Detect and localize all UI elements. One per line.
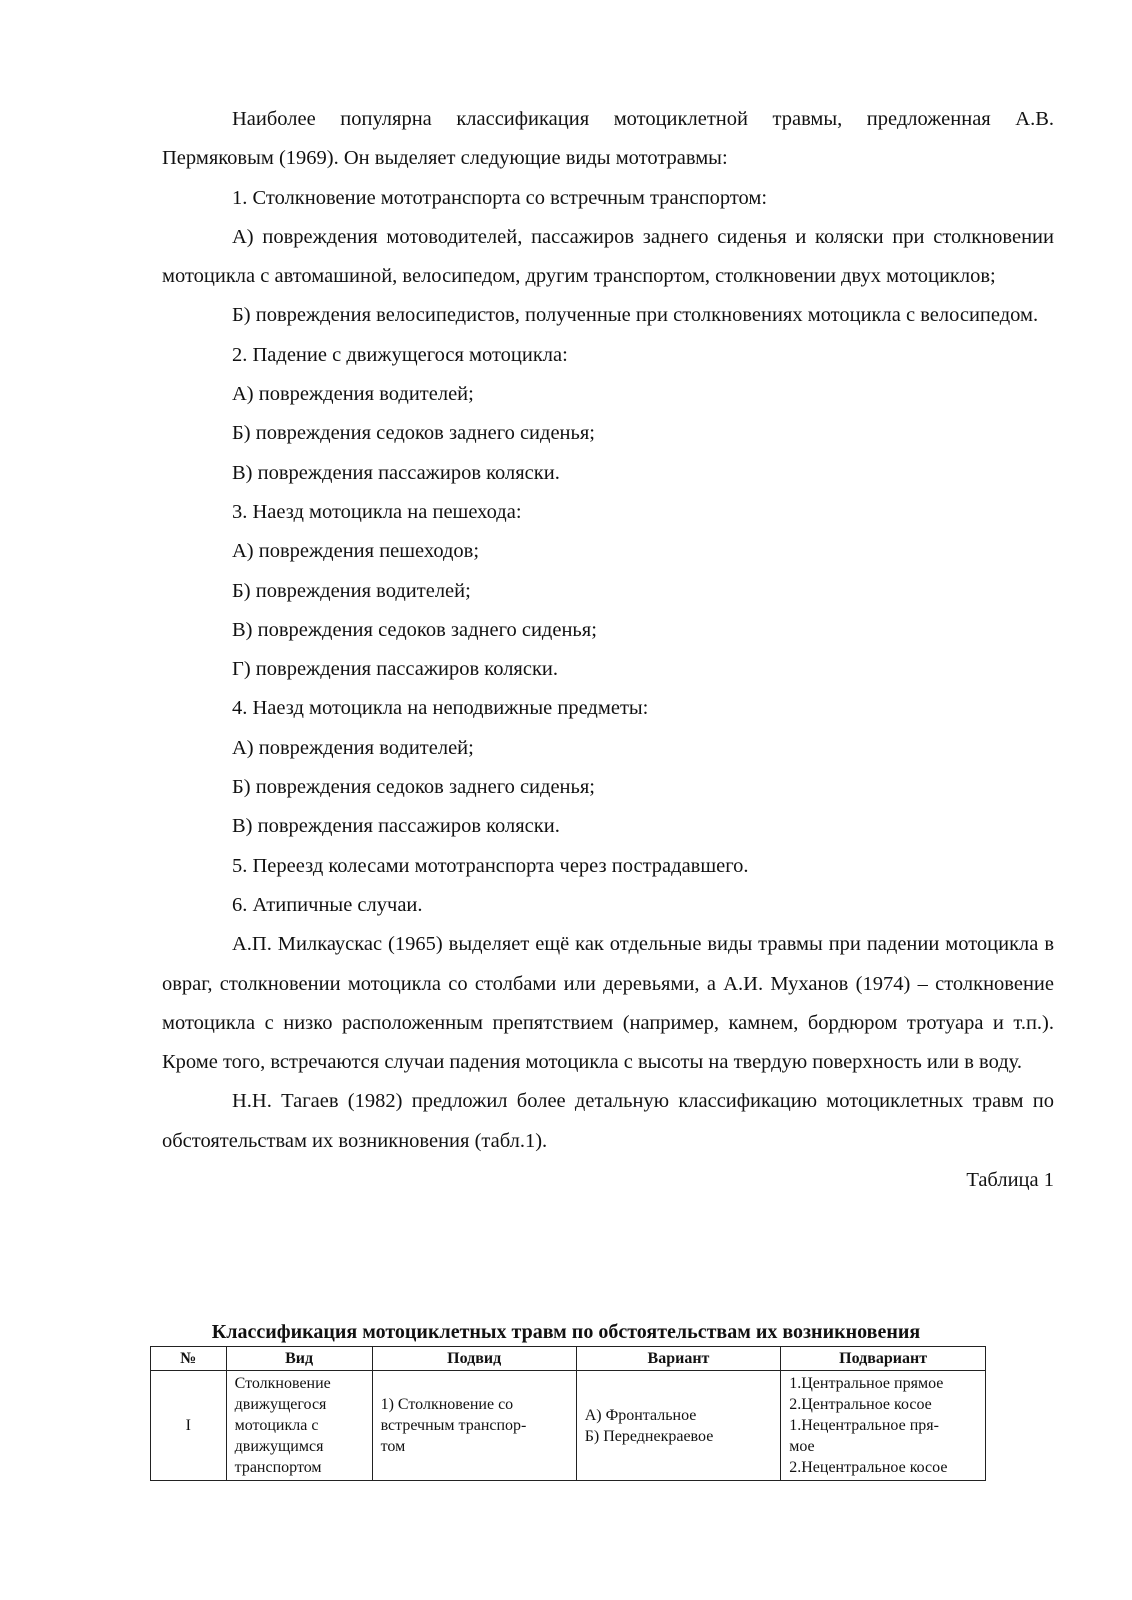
list-item-3c: В) повреждения седоков заднего сиденья; (232, 618, 597, 641)
header-variant: Вариант (576, 1347, 781, 1371)
cell-subvariant-line: мое (789, 1438, 815, 1455)
cell-number: I (151, 1371, 227, 1481)
cell-subvariant-line: 2.Нецентральное косое (789, 1459, 948, 1476)
list-item-3a: А) повреждения пешеходов; (232, 540, 480, 563)
list-item-4c: В) повреждения пассажиров коляски. (232, 815, 560, 838)
cell-variant-line: А) Фронтальное (584, 1406, 697, 1424)
cell-subkind (372, 1371, 576, 1481)
body-text (162, 100, 1054, 1200)
classification-table (150, 1346, 986, 1481)
cell-subvariant (781, 1371, 986, 1481)
list-item-6: 6. Атипичные случаи. (232, 893, 423, 916)
paragraph-milkauskas: А.П. Милкаускас (1965) выделяет ещё как отдельные виды травмы при падении мотоцикла в овраг, столкновении мотоцикла со столбами или деревьями, а А.И. Муханов (1974) – столкновение мотоцикла с низко расположенным препятствием (например, камнем, бордюром тротуара и т.п.). Кроме того, встречаются случаи падения мотоцикла с высоты на твердую поверхность или в воду. (162, 933, 1054, 1074)
list-item-3b: Б) повреждения водителей; (232, 579, 471, 602)
header-subkind: Подвид (372, 1347, 576, 1371)
cell-kind-line: движущимся (234, 1438, 324, 1455)
header-kind: Вид (226, 1347, 372, 1371)
list-item-2c: В) повреждения пассажиров коляски. (232, 461, 560, 484)
cell-kind-line: Столкновение (234, 1375, 331, 1392)
cell-kind-line: транспортом (234, 1459, 322, 1476)
cell-subvariant-line: 1.Нецентральное пря- (789, 1417, 939, 1434)
list-item-3: 3. Наезд мотоцикла на пешехода: (232, 500, 522, 523)
cell-subkind-line: встречным транспор- (380, 1417, 527, 1434)
list-item-4b: Б) повреждения седоков заднего сиденья; (232, 776, 596, 799)
list-item-4: 4. Наезд мотоцикла на неподвижные предметы: (232, 697, 649, 720)
list-item-2: 2. Падение с движущегося мотоцикла: (232, 343, 568, 366)
cell-subvariant-line: 2.Центральное косое (789, 1396, 932, 1413)
paragraph-tagaev: Н.Н. Тагаев (1982) предложил более детальную классификацию мотоциклетных травм по обстоятельствам их возникновения (табл.1). (162, 1090, 1054, 1152)
cell-variant-line: Б) Переднекраевое (584, 1427, 714, 1445)
cell-kind-line: мотоцикла с (234, 1417, 319, 1434)
paragraph-intro: Наиболее популярна классификация мотоциклетной травмы, предложенная А.В. Пермяковым (1969). Он выделяет следующие виды мототравмы: (162, 108, 1054, 170)
table-row (151, 1371, 986, 1481)
list-item-3d: Г) повреждения пассажиров коляски. (232, 658, 559, 681)
cell-subvariant-line: 1.Центральное прямое (789, 1375, 944, 1392)
list-item-2a: А) повреждения водителей; (232, 383, 474, 406)
table-title: Классификация мотоциклетных травм по обстоятельствам их возникновения (211, 1321, 921, 1343)
cell-variant (576, 1371, 781, 1481)
cell-subkind-line: 1) Столкновение со (380, 1396, 514, 1413)
header-subvariant: Подвариант (781, 1347, 986, 1371)
list-item-1b: Б) повреждения велосипедистов, полученные при столкновениях мотоцикла с велосипедом. (232, 304, 1039, 327)
table-header-row (151, 1347, 986, 1371)
table-label: Таблица 1 (966, 1169, 1054, 1192)
cell-kind (226, 1371, 372, 1481)
list-item-1a: А) повреждения мотоводителей, пассажиров заднего сиденья и коляски при столкновении мотоцикла с автомашиной, велосипедом, другим транспортом, столкновении двух мотоциклов; (162, 225, 1054, 288)
list-item-5: 5. Переезд колесами мототранспорта через пострадавшего. (232, 854, 749, 877)
header-number: № (151, 1347, 227, 1371)
list-item-4a: А) повреждения водителей; (232, 736, 474, 759)
cell-kind-line: движущегося (234, 1396, 327, 1413)
cell-subkind-line: том (380, 1438, 406, 1455)
list-item-1: 1. Столкновение мототранспорта со встречным транспортом: (232, 186, 768, 209)
list-item-2b: Б) повреждения седоков заднего сиденья; (232, 422, 596, 445)
